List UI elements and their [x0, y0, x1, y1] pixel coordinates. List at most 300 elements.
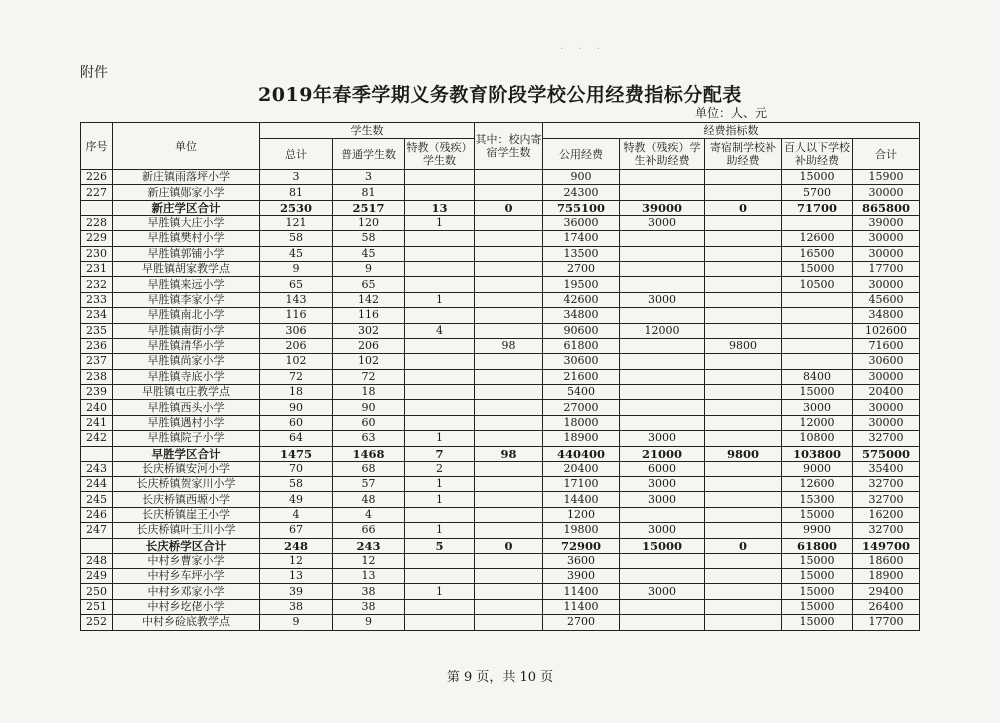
cell-sum: 30000: [853, 400, 920, 415]
cell-small-school-subsidy: 61800: [782, 538, 853, 553]
cell-special: [405, 568, 475, 583]
cell-sum: 32700: [853, 477, 920, 492]
subtotal-row: [81, 538, 920, 553]
cell-unit: 早胜镇尚家小学: [113, 354, 260, 369]
cell-small-school-subsidy: [782, 308, 853, 323]
cell-regular: 2517: [333, 200, 405, 215]
cell-seq: 244: [81, 477, 113, 492]
cell-total: 116: [260, 308, 333, 323]
header-total: 总计: [260, 139, 333, 170]
cell-boarding: [475, 415, 543, 430]
cell-small-school-subsidy: 10500: [782, 277, 853, 292]
cell-unit: 中村乡硷底教学点: [113, 615, 260, 630]
cell-total: 12: [260, 553, 333, 568]
cell-seq: 248: [81, 553, 113, 568]
cell-small-school-subsidy: 15000: [782, 261, 853, 276]
cell-small-school-subsidy: 15000: [782, 599, 853, 614]
cell-boarding-subsidy: [705, 553, 782, 568]
cell-regular: 206: [333, 338, 405, 353]
cell-total: 58: [260, 477, 333, 492]
cell-seq: 237: [81, 354, 113, 369]
header-unit: 单位: [113, 123, 260, 170]
cell-unit: 早胜镇西头小学: [113, 400, 260, 415]
cell-public-funds: 72900: [543, 538, 620, 553]
cell-unit: 早胜镇郭铺小学: [113, 246, 260, 261]
cell-unit: 早胜镇来远小学: [113, 277, 260, 292]
header-public-funds: 公用经费: [543, 139, 620, 170]
cell-unit: 早胜镇屯庄教学点: [113, 385, 260, 400]
table-row: [81, 292, 920, 307]
cell-special-subsidy: 39000: [620, 200, 705, 215]
cell-special-subsidy: [620, 615, 705, 630]
cell-special: 2: [405, 461, 475, 476]
cell-special-subsidy: [620, 170, 705, 185]
cell-small-school-subsidy: 15300: [782, 492, 853, 507]
cell-boarding: [475, 323, 543, 338]
cell-public-funds: 19800: [543, 523, 620, 538]
cell-boarding: [475, 308, 543, 323]
cell-regular: 9: [333, 261, 405, 276]
cell-special-subsidy: 6000: [620, 461, 705, 476]
cell-small-school-subsidy: 9900: [782, 523, 853, 538]
cell-seq: 233: [81, 292, 113, 307]
cell-small-school-subsidy: 9000: [782, 461, 853, 476]
table-row: [81, 185, 920, 200]
cell-seq: 234: [81, 308, 113, 323]
cell-sum: 18600: [853, 553, 920, 568]
cell-boarding: [475, 369, 543, 384]
cell-special-subsidy: 3000: [620, 215, 705, 230]
cell-boarding: [475, 231, 543, 246]
cell-regular: 66: [333, 523, 405, 538]
cell-small-school-subsidy: [782, 338, 853, 353]
page-footer: 第 9 页，共 10 页: [446, 670, 554, 685]
cell-public-funds: 755100: [543, 200, 620, 215]
cell-total: 102: [260, 354, 333, 369]
cell-small-school-subsidy: 10800: [782, 431, 853, 446]
cell-seq: 249: [81, 568, 113, 583]
cell-special: 5: [405, 538, 475, 553]
cell-sum: 102600: [853, 323, 920, 338]
cell-total: 64: [260, 431, 333, 446]
cell-seq: 230: [81, 246, 113, 261]
cell-boarding-subsidy: 0: [705, 200, 782, 215]
cell-unit: 长庆桥镇崖王小学: [113, 507, 260, 522]
cell-public-funds: 900: [543, 170, 620, 185]
cell-public-funds: 27000: [543, 400, 620, 415]
cell-total: 60: [260, 415, 333, 430]
cell-total: 2530: [260, 200, 333, 215]
cell-regular: 116: [333, 308, 405, 323]
table-row: [81, 492, 920, 507]
cell-total: 306: [260, 323, 333, 338]
cell-small-school-subsidy: 15000: [782, 553, 853, 568]
cell-total: 39: [260, 584, 333, 599]
cell-boarding: [475, 385, 543, 400]
cell-seq: 232: [81, 277, 113, 292]
cell-sum: 16200: [853, 507, 920, 522]
cell-total: 9: [260, 615, 333, 630]
cell-boarding-subsidy: [705, 323, 782, 338]
cell-unit: 早胜镇寺底小学: [113, 369, 260, 384]
cell-public-funds: 18900: [543, 431, 620, 446]
cell-special-subsidy: 3000: [620, 292, 705, 307]
table-row: [81, 338, 920, 353]
cell-boarding: [475, 507, 543, 522]
cell-total: 58: [260, 231, 333, 246]
cell-total: 13: [260, 568, 333, 583]
cell-special-subsidy: 15000: [620, 538, 705, 553]
cell-boarding: [475, 568, 543, 583]
table-row: [81, 461, 920, 476]
cell-special-subsidy: 3000: [620, 584, 705, 599]
cell-seq: 243: [81, 461, 113, 476]
cell-seq: 228: [81, 215, 113, 230]
cell-special-subsidy: [620, 308, 705, 323]
cell-small-school-subsidy: [782, 354, 853, 369]
cell-seq: [81, 538, 113, 553]
table-row: [81, 477, 920, 492]
cell-boarding: [475, 292, 543, 307]
cell-total: 3: [260, 170, 333, 185]
cell-special: [405, 553, 475, 568]
table-row: [81, 523, 920, 538]
cell-regular: 58: [333, 231, 405, 246]
cell-total: 65: [260, 277, 333, 292]
cell-seq: [81, 200, 113, 215]
cell-regular: 18: [333, 385, 405, 400]
cell-small-school-subsidy: 8400: [782, 369, 853, 384]
table-row: [81, 400, 920, 415]
cell-regular: 72: [333, 369, 405, 384]
cell-regular: 9: [333, 615, 405, 630]
cell-public-funds: 19500: [543, 277, 620, 292]
cell-special-subsidy: [620, 415, 705, 430]
unit-label: 单位：人、元: [695, 106, 768, 120]
cell-public-funds: 17400: [543, 231, 620, 246]
cell-public-funds: 24300: [543, 185, 620, 200]
cell-regular: 142: [333, 292, 405, 307]
table-row: [81, 323, 920, 338]
cell-special: 13: [405, 200, 475, 215]
cell-unit: 长庆桥学区合计: [113, 538, 260, 553]
cell-sum: 32700: [853, 492, 920, 507]
cell-unit: 早胜镇南北小学: [113, 308, 260, 323]
cell-seq: 246: [81, 507, 113, 522]
cell-total: 206: [260, 338, 333, 353]
cell-total: 45: [260, 246, 333, 261]
cell-boarding-subsidy: [705, 246, 782, 261]
cell-small-school-subsidy: [782, 323, 853, 338]
cell-total: 121: [260, 215, 333, 230]
table-row: [81, 246, 920, 261]
cell-seq: 227: [81, 185, 113, 200]
cell-seq: 226: [81, 170, 113, 185]
cell-small-school-subsidy: 71700: [782, 200, 853, 215]
cell-boarding-subsidy: [705, 308, 782, 323]
cell-special-subsidy: [620, 553, 705, 568]
cell-small-school-subsidy: 12000: [782, 415, 853, 430]
cell-public-funds: 3900: [543, 568, 620, 583]
cell-special: [405, 354, 475, 369]
cell-total: 90: [260, 400, 333, 415]
table-row: [81, 277, 920, 292]
cell-boarding-subsidy: [705, 615, 782, 630]
cell-seq: 242: [81, 431, 113, 446]
cell-unit: 早胜镇樊村小学: [113, 231, 260, 246]
cell-unit: 新庄学区合计: [113, 200, 260, 215]
cell-small-school-subsidy: 3000: [782, 400, 853, 415]
cell-small-school-subsidy: 15000: [782, 615, 853, 630]
cell-boarding: [475, 170, 543, 185]
cell-regular: 38: [333, 599, 405, 614]
attachment-label: 附件: [80, 65, 108, 81]
subtotal-row: [81, 200, 920, 215]
cell-boarding-subsidy: [705, 292, 782, 307]
cell-special: [405, 170, 475, 185]
table-row: [81, 308, 920, 323]
cell-sum: 34800: [853, 308, 920, 323]
cell-sum: 32700: [853, 523, 920, 538]
cell-small-school-subsidy: 5700: [782, 185, 853, 200]
table-row: [81, 415, 920, 430]
cell-boarding: [475, 246, 543, 261]
cell-special: 1: [405, 215, 475, 230]
cell-special-subsidy: [620, 261, 705, 276]
cell-regular: 243: [333, 538, 405, 553]
table-row: [81, 369, 920, 384]
cell-special: [405, 308, 475, 323]
cell-special: [405, 338, 475, 353]
cell-boarding: [475, 477, 543, 492]
cell-boarding-subsidy: [705, 431, 782, 446]
cell-boarding-subsidy: [705, 507, 782, 522]
cell-sum: 575000: [853, 446, 920, 461]
table-row: [81, 615, 920, 630]
cell-boarding: [475, 523, 543, 538]
cell-small-school-subsidy: 103800: [782, 446, 853, 461]
cell-total: 18: [260, 385, 333, 400]
cell-special: [405, 385, 475, 400]
cell-sum: 15900: [853, 170, 920, 185]
cell-public-funds: 34800: [543, 308, 620, 323]
table-row: [81, 599, 920, 614]
cell-public-funds: 11400: [543, 599, 620, 614]
cell-unit: 早胜镇南街小学: [113, 323, 260, 338]
cell-sum: 45600: [853, 292, 920, 307]
cell-special-subsidy: [620, 185, 705, 200]
cell-boarding: [475, 584, 543, 599]
cell-small-school-subsidy: 15000: [782, 584, 853, 599]
cell-boarding-subsidy: [705, 369, 782, 384]
cell-small-school-subsidy: 15000: [782, 568, 853, 583]
cell-special-subsidy: 21000: [620, 446, 705, 461]
cell-seq: [81, 446, 113, 461]
cell-boarding-subsidy: [705, 523, 782, 538]
cell-regular: 68: [333, 461, 405, 476]
cell-small-school-subsidy: 12600: [782, 477, 853, 492]
cell-small-school-subsidy: 12600: [782, 231, 853, 246]
cell-boarding-subsidy: [705, 492, 782, 507]
cell-unit: 长庆桥镇安河小学: [113, 461, 260, 476]
table-row: [81, 431, 920, 446]
table-row: [81, 385, 920, 400]
cell-special-subsidy: [620, 507, 705, 522]
cell-unit: 新庄镇雨落坪小学: [113, 170, 260, 185]
cell-unit: 早胜镇李家小学: [113, 292, 260, 307]
cell-regular: 81: [333, 185, 405, 200]
cell-special-subsidy: [620, 354, 705, 369]
cell-total: 49: [260, 492, 333, 507]
header-special-subsidy: 特教（残疾）学生补助经费: [620, 139, 705, 170]
cell-boarding-subsidy: [705, 354, 782, 369]
subtotal-row: [81, 446, 920, 461]
cell-regular: 65: [333, 277, 405, 292]
cell-sum: 149700: [853, 538, 920, 553]
cell-boarding: [475, 431, 543, 446]
cell-seq: 247: [81, 523, 113, 538]
cell-special: 1: [405, 523, 475, 538]
cell-special-subsidy: [620, 385, 705, 400]
cell-sum: 39000: [853, 215, 920, 230]
cell-sum: 26400: [853, 599, 920, 614]
cell-special: [405, 231, 475, 246]
table-row: [81, 215, 920, 230]
cell-public-funds: 61800: [543, 338, 620, 353]
cell-total: 38: [260, 599, 333, 614]
cell-seq: 245: [81, 492, 113, 507]
cell-special-subsidy: [620, 277, 705, 292]
table-row: [81, 231, 920, 246]
cell-special: [405, 599, 475, 614]
cell-regular: 57: [333, 477, 405, 492]
cell-boarding-subsidy: 0: [705, 538, 782, 553]
cell-special-subsidy: [620, 400, 705, 415]
cell-regular: 120: [333, 215, 405, 230]
cell-sum: 17700: [853, 615, 920, 630]
cell-boarding: [475, 354, 543, 369]
cell-special-subsidy: 3000: [620, 477, 705, 492]
cell-sum: 20400: [853, 385, 920, 400]
cell-small-school-subsidy: 15000: [782, 385, 853, 400]
cell-special-subsidy: [620, 599, 705, 614]
cell-regular: 12: [333, 553, 405, 568]
cell-special: 1: [405, 477, 475, 492]
table-row: [81, 553, 920, 568]
cell-boarding: [475, 599, 543, 614]
cell-special-subsidy: 3000: [620, 431, 705, 446]
cell-public-funds: 440400: [543, 446, 620, 461]
cell-boarding-subsidy: [705, 215, 782, 230]
cell-public-funds: 20400: [543, 461, 620, 476]
cell-boarding-subsidy: [705, 568, 782, 583]
cell-boarding: [475, 400, 543, 415]
cell-boarding-subsidy: [705, 231, 782, 246]
cell-public-funds: 11400: [543, 584, 620, 599]
cell-total: 67: [260, 523, 333, 538]
cell-sum: 865800: [853, 200, 920, 215]
cell-public-funds: 1200: [543, 507, 620, 522]
cell-small-school-subsidy: 15000: [782, 170, 853, 185]
cell-small-school-subsidy: [782, 292, 853, 307]
cell-special-subsidy: [620, 231, 705, 246]
header-small-school-subsidy: 百人以下学校补助经费: [782, 139, 853, 170]
cell-sum: 32700: [853, 431, 920, 446]
cell-sum: 30000: [853, 185, 920, 200]
cell-public-funds: 13500: [543, 246, 620, 261]
table-row: [81, 568, 920, 583]
cell-seq: 241: [81, 415, 113, 430]
cell-regular: 38: [333, 584, 405, 599]
cell-regular: 3: [333, 170, 405, 185]
cell-public-funds: 30600: [543, 354, 620, 369]
cell-seq: 239: [81, 385, 113, 400]
cell-public-funds: 5400: [543, 385, 620, 400]
header-students-group: 学生数: [260, 123, 475, 139]
cell-public-funds: 21600: [543, 369, 620, 384]
cell-special: [405, 415, 475, 430]
cell-special: [405, 261, 475, 276]
table-row: [81, 170, 920, 185]
cell-boarding-subsidy: [705, 584, 782, 599]
cell-boarding: [475, 185, 543, 200]
cell-boarding-subsidy: [705, 277, 782, 292]
cell-total: 4: [260, 507, 333, 522]
cell-unit: 长庆桥镇叶王川小学: [113, 523, 260, 538]
cell-sum: 35400: [853, 461, 920, 476]
cell-seq: 235: [81, 323, 113, 338]
cell-seq: 252: [81, 615, 113, 630]
cell-special-subsidy: 12000: [620, 323, 705, 338]
cell-unit: 早胜镇遇村小学: [113, 415, 260, 430]
cell-sum: 30000: [853, 246, 920, 261]
table-row: [81, 261, 920, 276]
cell-small-school-subsidy: [782, 215, 853, 230]
cell-sum: 71600: [853, 338, 920, 353]
cell-boarding: 0: [475, 538, 543, 553]
cell-boarding: [475, 215, 543, 230]
table-row: [81, 584, 920, 599]
header-seq: 序号: [81, 123, 113, 170]
cell-boarding: [475, 492, 543, 507]
cell-regular: 302: [333, 323, 405, 338]
cell-sum: 30000: [853, 231, 920, 246]
cell-special: [405, 369, 475, 384]
cell-regular: 60: [333, 415, 405, 430]
cell-boarding: [475, 553, 543, 568]
cell-public-funds: 2700: [543, 261, 620, 276]
cell-boarding-subsidy: [705, 185, 782, 200]
cell-small-school-subsidy: 15000: [782, 507, 853, 522]
cell-boarding: [475, 615, 543, 630]
header-boarding-subsidy: 寄宿制学校补助经费: [705, 139, 782, 170]
table-body: [81, 170, 920, 631]
cell-regular: 102: [333, 354, 405, 369]
cell-total: 1475: [260, 446, 333, 461]
cell-special-subsidy: [620, 568, 705, 583]
cell-sum: 30000: [853, 369, 920, 384]
cell-boarding: 98: [475, 338, 543, 353]
cell-seq: 240: [81, 400, 113, 415]
cell-sum: 30000: [853, 277, 920, 292]
cell-small-school-subsidy: 16500: [782, 246, 853, 261]
cell-seq: 231: [81, 261, 113, 276]
table-row: [81, 354, 920, 369]
cell-boarding-subsidy: [705, 415, 782, 430]
cell-regular: 13: [333, 568, 405, 583]
cell-special-subsidy: [620, 369, 705, 384]
cell-seq: 229: [81, 231, 113, 246]
